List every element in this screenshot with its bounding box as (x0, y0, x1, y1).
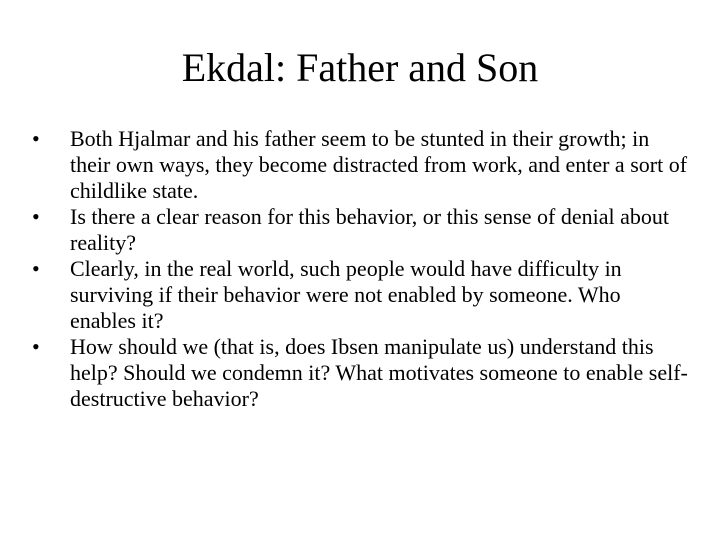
bullet-text: How should we (that is, does Ibsen manipulate us) understand this help? Should we condemn it? What motivates someone to enable self-destructive behavior? (70, 334, 688, 411)
bullet-marker: • (32, 126, 40, 151)
bullet-item (30, 204, 690, 256)
slide-title: Ekdal: Father and Son (181, 45, 539, 90)
bullet-marker: • (32, 334, 40, 359)
bullet-text: Is there a clear reason for this behavior, or this sense of denial about reality? (70, 204, 670, 255)
bullet-list (30, 126, 690, 412)
bullet-marker: • (32, 204, 40, 229)
bullet-item (30, 126, 690, 204)
bullet-item (30, 256, 690, 334)
bullet-text: Both Hjalmar and his father seem to be stunted in their growth; in their own ways, they become distracted from work, and enter a sort of childlike state. (70, 126, 688, 203)
bullet-text: Clearly, in the real world, such people would have difficulty in surviving if their behavior were not enabled by someone. Who enables it? (70, 256, 622, 333)
bullet-item (30, 334, 690, 412)
bullet-marker: • (32, 256, 40, 281)
